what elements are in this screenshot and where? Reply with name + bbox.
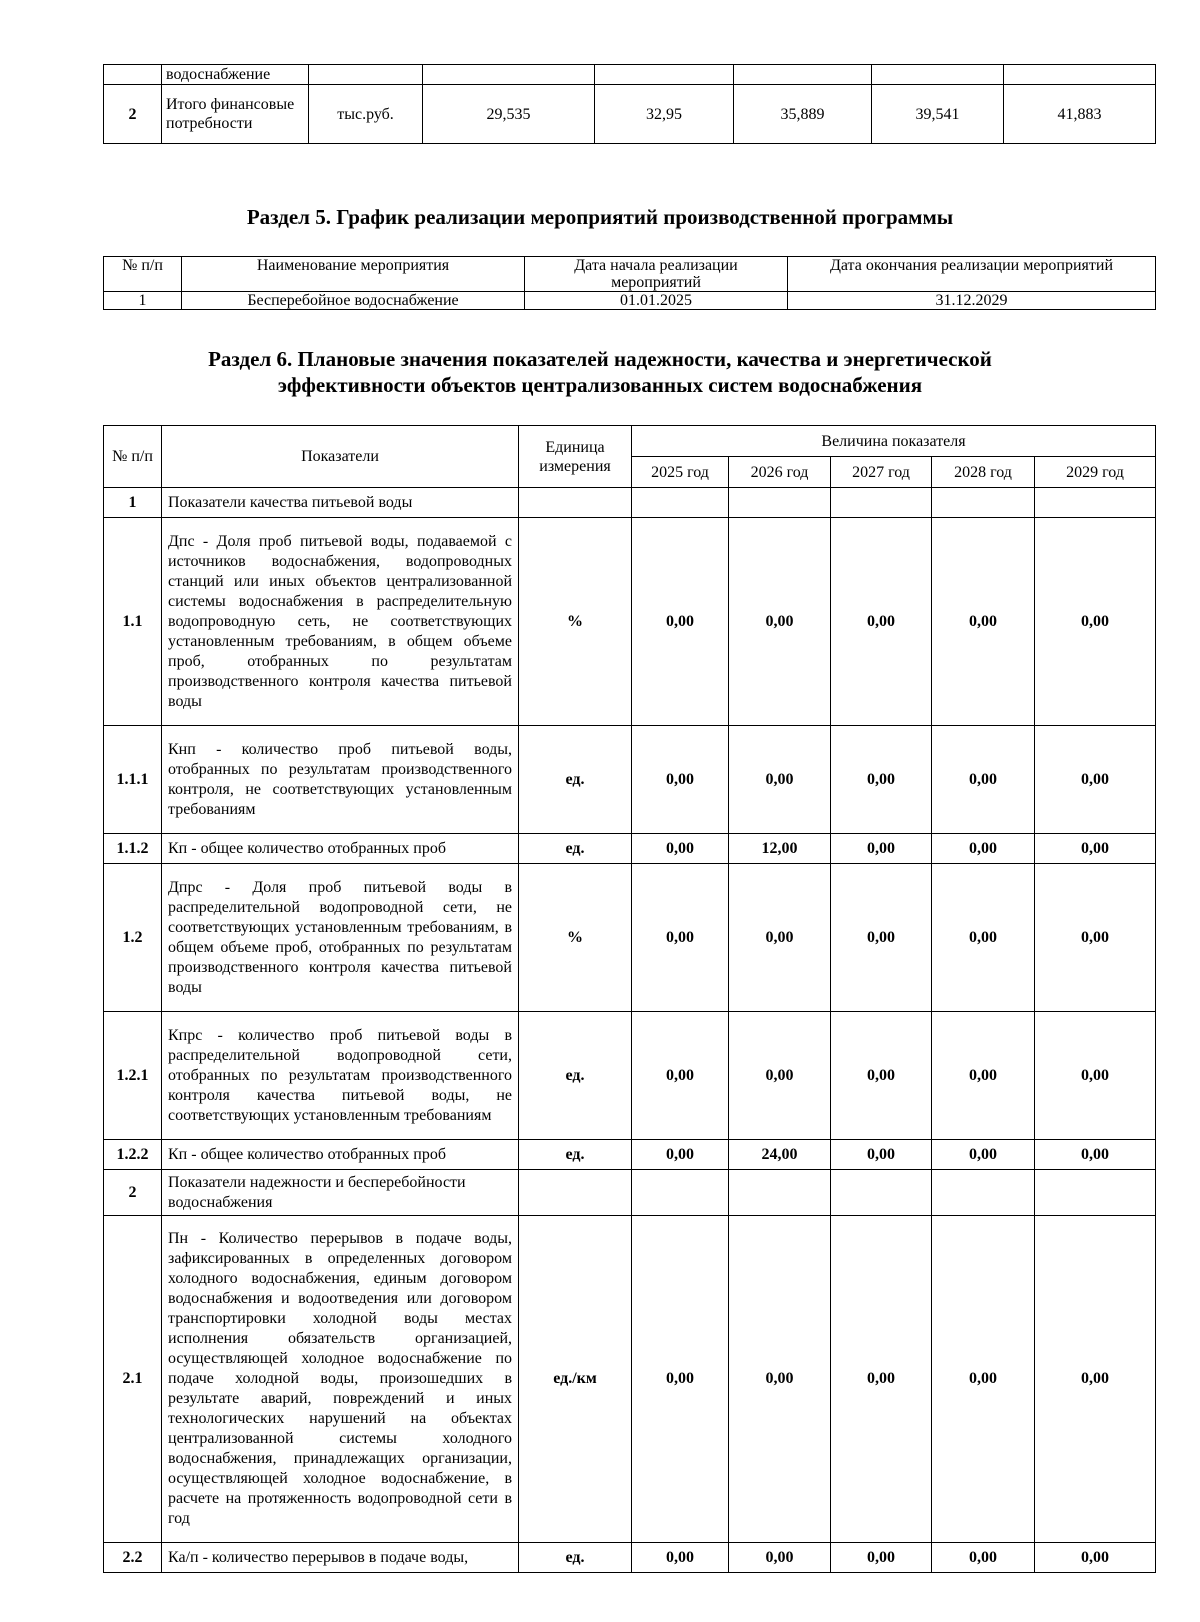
- cell-value: 0,00: [932, 518, 1035, 726]
- cell-value: 0,00: [831, 1216, 932, 1543]
- table-header-row: [104, 257, 1156, 292]
- section6-title-line2: эффективности объектов централизованных систем водоснабжения: [277, 373, 923, 397]
- cell-value: 12,00: [729, 834, 831, 864]
- cell-value: 0,00: [632, 1140, 729, 1170]
- cell-value: 0,00: [632, 834, 729, 864]
- section6-title-line1: Раздел 6. Плановые значения показателей надежности, качества и энергетической: [208, 347, 992, 371]
- header-year: 2027 год: [831, 457, 932, 488]
- cell-value: 0,00: [1035, 1543, 1156, 1573]
- cell-value: [729, 1170, 831, 1216]
- cell-num: 1.2.1: [104, 1012, 162, 1140]
- cell-value: 0,00: [632, 1216, 729, 1543]
- cell-value: 0,00: [831, 1543, 932, 1573]
- cell-value: 0,00: [729, 518, 831, 726]
- cell-num: 2.2: [104, 1543, 162, 1573]
- header-indicators: Показатели: [162, 426, 519, 488]
- table-row: [104, 292, 1156, 310]
- cell-num: 2: [104, 85, 162, 144]
- cell-value: 0,00: [632, 1012, 729, 1140]
- cell-num: [104, 65, 162, 85]
- header-year: 2026 год: [729, 457, 831, 488]
- cell-value: 0,00: [632, 864, 729, 1012]
- header-unit: Единица измерения: [519, 426, 632, 488]
- cell-indicator: Ка/п - количество перерывов в подаче воды,: [162, 1543, 519, 1573]
- indicators-table: [103, 425, 1156, 1573]
- cell-value: 39,541: [872, 85, 1004, 144]
- cell-value: 0,00: [729, 864, 831, 1012]
- table-header-row: [104, 426, 1156, 457]
- cell-value: [831, 1170, 932, 1216]
- cell-value: [632, 488, 729, 518]
- cell-num: 1: [104, 488, 162, 518]
- header-year: 2028 год: [932, 457, 1035, 488]
- cell-num: 1.1.2: [104, 834, 162, 864]
- cell-name: Бесперебойное водоснабжение: [182, 292, 525, 310]
- cell-unit: %: [519, 864, 632, 1012]
- cell-name: Итого финансовые потребности: [162, 85, 309, 144]
- cell-value: 0,00: [831, 1012, 932, 1140]
- cell-unit: [519, 1170, 632, 1216]
- cell-value: 0,00: [1035, 1140, 1156, 1170]
- cell-value: [932, 488, 1035, 518]
- cell-indicator: Дпс - Доля проб питьевой воды, подаваемой с источников водоснабжения, водопроводных станций или иных объектов централизованной системы водоснабжения в распределительную водопроводную сеть, не соответствующих установленным требованиям, в общем объеме проб, отобранных по результатам производственного контроля качества питьевой воды: [162, 518, 519, 726]
- cell-indicator: Кп - общее количество отобранных проб: [162, 1140, 519, 1170]
- header-year: 2025 год: [632, 457, 729, 488]
- table-row: [104, 488, 1156, 518]
- cell-indicator: Дпрс - Доля проб питьевой воды в распределительной водопроводной сети, не соответствующих установленным требованиям, в общем объеме проб, отобранных по результатам производственного контроля качества питьевой воды: [162, 864, 519, 1012]
- cell-value: 24,00: [729, 1140, 831, 1170]
- cell-num: 2: [104, 1170, 162, 1216]
- cell-unit: ед.: [519, 1012, 632, 1140]
- header-num: № п/п: [104, 257, 182, 292]
- cell-value: [932, 1170, 1035, 1216]
- cell-name: водоснабжение: [162, 65, 309, 85]
- cell-value: [1035, 488, 1156, 518]
- cell-value: 0,00: [729, 1012, 831, 1140]
- cell-unit: ед.: [519, 1543, 632, 1573]
- cell-value: 0,00: [1035, 1012, 1156, 1140]
- cell-value: 41,883: [1004, 85, 1156, 144]
- cell-value: [729, 488, 831, 518]
- cell-num: 1.1: [104, 518, 162, 726]
- header-start: Дата начала реализации мероприятий: [525, 257, 788, 292]
- cell-value: 35,889: [734, 85, 872, 144]
- cell-num: 1.2.2: [104, 1140, 162, 1170]
- cell-indicator: Показатели надежности и бесперебойности водоснабжения: [162, 1170, 519, 1216]
- cell-start: 01.01.2025: [525, 292, 788, 310]
- header-num: № п/п: [104, 426, 162, 488]
- table-row: [104, 726, 1156, 834]
- cell-value: [831, 488, 932, 518]
- cell-value: 0,00: [632, 1543, 729, 1573]
- cell-value: 0,00: [831, 864, 932, 1012]
- cell-unit: [519, 488, 632, 518]
- cell-value: 29,535: [423, 85, 595, 144]
- table-row: [104, 1012, 1156, 1140]
- cell-end: 31.12.2029: [788, 292, 1156, 310]
- cell-value: 0,00: [932, 1543, 1035, 1573]
- cell-unit: ед.: [519, 834, 632, 864]
- cell-value: 0,00: [831, 518, 932, 726]
- cell-value: 0,00: [932, 834, 1035, 864]
- financial-needs-table: [103, 64, 1156, 144]
- cell-value: 0,00: [831, 726, 932, 834]
- cell-value: 0,00: [932, 1012, 1035, 1140]
- cell-value: [632, 1170, 729, 1216]
- cell-indicator: Показатели качества питьевой воды: [162, 488, 519, 518]
- section6-title: [0, 346, 1200, 398]
- schedule-table: [103, 256, 1156, 310]
- cell-value: 0,00: [1035, 518, 1156, 726]
- cell-num: 1: [104, 292, 182, 310]
- section5-title: Раздел 5. График реализации мероприятий производственной программы: [246, 205, 954, 229]
- cell-value: [1035, 1170, 1156, 1216]
- table-row-total: [104, 85, 1156, 144]
- cell-value: 0,00: [1035, 864, 1156, 1012]
- cell-num: 1.1.1: [104, 726, 162, 834]
- cell-value: 0,00: [831, 1140, 932, 1170]
- cell-unit: %: [519, 518, 632, 726]
- cell-unit: ед./км: [519, 1216, 632, 1543]
- cell-value: 0,00: [932, 726, 1035, 834]
- table-row: [104, 1170, 1156, 1216]
- header-name: Наименование мероприятия: [182, 257, 525, 292]
- cell-value: 32,95: [595, 85, 734, 144]
- header-value-group: Величина показателя: [632, 426, 1156, 457]
- cell-indicator: Кпрс - количество проб питьевой воды в распределительной водопроводной сети, отобранных по результатам производственного контроля качества питьевой воды, не соответствующих установленным требованиям: [162, 1012, 519, 1140]
- cell-value: 0,00: [1035, 1216, 1156, 1543]
- cell-unit: ед.: [519, 726, 632, 834]
- table-row: [104, 1216, 1156, 1543]
- cell-value: 0,00: [632, 726, 729, 834]
- cell-value: 0,00: [729, 1543, 831, 1573]
- table-row: [104, 518, 1156, 726]
- header-end: Дата окончания реализации мероприятий: [788, 257, 1156, 292]
- cell-value: 0,00: [831, 834, 932, 864]
- cell-num: 2.1: [104, 1216, 162, 1543]
- cell-value: 0,00: [729, 1216, 831, 1543]
- table-row: [104, 1140, 1156, 1170]
- table-row: [104, 834, 1156, 864]
- cell-indicator: Пн - Количество перерывов в подаче воды, зафиксированных в определенных договором холодного водоснабжения, единым договором водоснабжения и водоотведения или договором транспортировки холодной воды местах исполнения обязательств организацией, осуществляющей холодное водоснабжение по подаче холодной воды, произошедших в результате аварий, повреждений и иных технологических нарушений на объектах централизованной системы холодного водоснабжения, принадлежащих организации, осуществляющей холодное водоснабжение, в расчете на протяженность водопроводной сети в год: [162, 1216, 519, 1543]
- cell-value: 0,00: [729, 726, 831, 834]
- cell-value: 0,00: [932, 1140, 1035, 1170]
- cell-num: 1.2: [104, 864, 162, 1012]
- cell-value: 0,00: [632, 518, 729, 726]
- cell-indicator: Кп - общее количество отобранных проб: [162, 834, 519, 864]
- cell-unit: тыс.руб.: [309, 85, 423, 144]
- cell-value: 0,00: [1035, 834, 1156, 864]
- table-row: [104, 864, 1156, 1012]
- cell-value: 0,00: [932, 864, 1035, 1012]
- table-row: [104, 65, 1156, 85]
- cell-value: 0,00: [932, 1216, 1035, 1543]
- cell-indicator: Кнп - количество проб питьевой воды, отобранных по результатам производственного контроля, не соответствующих установленным требованиям: [162, 726, 519, 834]
- table-row: [104, 1543, 1156, 1573]
- cell-unit: ед.: [519, 1140, 632, 1170]
- cell-value: 0,00: [1035, 726, 1156, 834]
- header-year: 2029 год: [1035, 457, 1156, 488]
